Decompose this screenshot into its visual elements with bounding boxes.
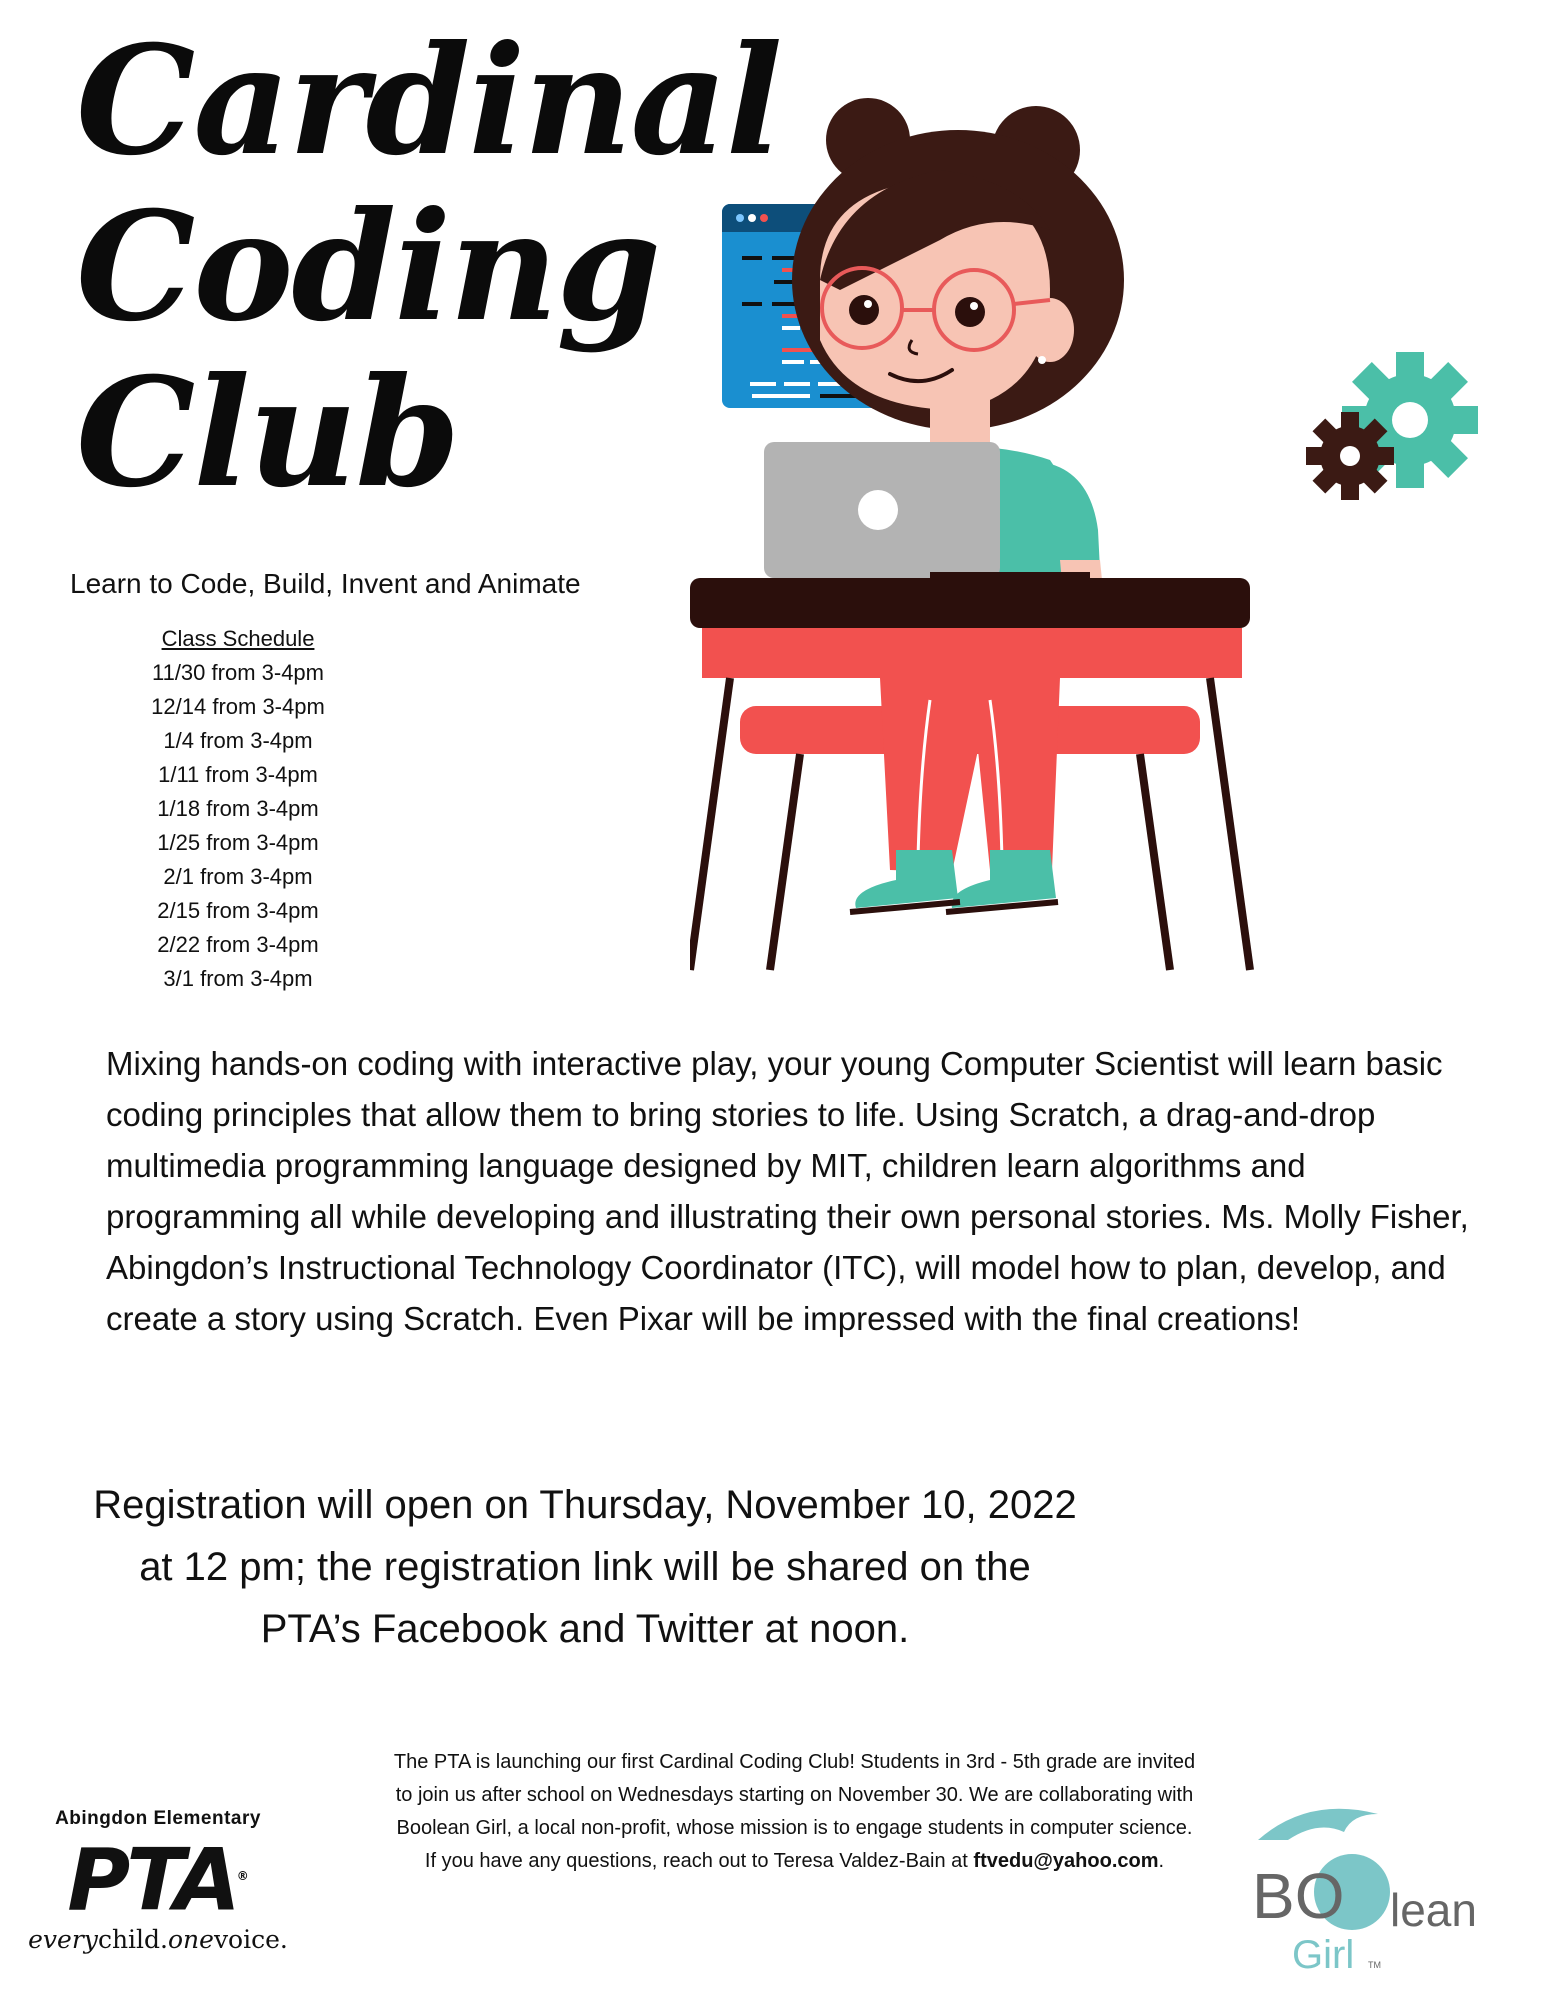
pta-wordmark: PTA bbox=[67, 1830, 237, 1931]
schedule-item: 2/15 from 3-4pm bbox=[157, 898, 319, 923]
poster-title bbox=[76, 13, 781, 521]
title-line-3: Club bbox=[76, 345, 459, 521]
logo-girl: Girl bbox=[1292, 1933, 1355, 1975]
registration-notice: Registration will open on Thursday, November 10, 2022 at 12 pm; the registration link will be shared on the PTA’s Facebook and Twitter at noon. bbox=[93, 1483, 1077, 1651]
schedule-item: 1/4 from 3-4pm bbox=[163, 728, 313, 753]
footer-text bbox=[392, 1746, 1197, 1878]
schedule-item: 1/25 from 3-4pm bbox=[157, 830, 319, 855]
slogan-part: voice. bbox=[213, 1924, 288, 1954]
program-description: Mixing hands-on coding with interactive play, your young Computer Scientist will learn basic coding principles that allow them to bring stories to life. Using Scratch, a drag-and-drop multimedia programming language designed by MIT, children learn algorithms and programming all while developing and illustrating their own personal stories. Ms. Molly Fisher, Abingdon’s Instructional Technology Coordinator (ITC), will model how to plan, develop, and create a story using Scratch. Even Pixar will be impressed with the final creations! bbox=[106, 1045, 1469, 1337]
schedule-item: 12/14 from 3-4pm bbox=[151, 694, 325, 719]
tagline: Learn to Code, Build, Invent and Animate bbox=[70, 568, 581, 599]
contact-email: ftvedu@yahoo.com bbox=[973, 1850, 1159, 1872]
pta-registered-mark: ® bbox=[236, 1869, 249, 1883]
logo-lean: lean bbox=[1390, 1884, 1477, 1936]
boolean-girl-logo-icon bbox=[1248, 1800, 1518, 1975]
schedule-title: Class Schedule bbox=[161, 626, 315, 651]
schedule-item: 1/11 from 3-4pm bbox=[158, 762, 318, 787]
coding-girl-illustration bbox=[690, 90, 1490, 995]
schedule-item: 2/22 from 3-4pm bbox=[157, 932, 319, 957]
slogan-part: child. bbox=[97, 1924, 168, 1954]
boolean-girl-logo bbox=[1248, 1800, 1518, 1975]
schedule-item: 2/1 from 3-4pm bbox=[163, 864, 313, 889]
title-line-1: Cardinal bbox=[76, 13, 781, 189]
pta-mark bbox=[24, 1830, 292, 1931]
schedule-item: 11/30 from 3-4pm bbox=[151, 660, 324, 685]
class-schedule bbox=[122, 622, 354, 996]
slogan-part: one bbox=[167, 1924, 214, 1954]
schedule-item: 3/1 from 3-4pm bbox=[163, 966, 313, 991]
footer-body: The PTA is launching our first Cardinal Coding Club! Students in 3rd - 5th grade are invited to join us after school on Wednesdays starting on November 30. We are collaborating with Boolean Girl, a local non-profit, whose mission is to engage students in computer science. If you have any questions, reach out to Teresa Valdez-Bain at bbox=[393, 1751, 1196, 1872]
schedule-item: 1/18 from 3-4pm bbox=[157, 796, 319, 821]
logo-bo: BO bbox=[1252, 1860, 1345, 1932]
pta-slogan bbox=[24, 1925, 292, 1954]
slogan-part: every bbox=[28, 1924, 98, 1954]
schedule-list bbox=[122, 656, 354, 996]
pta-logo bbox=[24, 1808, 292, 1954]
small-gear-icon bbox=[1306, 412, 1394, 500]
title-line-2: Coding bbox=[76, 179, 660, 355]
footer-end: . bbox=[1158, 1850, 1165, 1872]
logo-tm: TM bbox=[1368, 1960, 1381, 1970]
pta-school-name: Abingdon Elementary bbox=[55, 1808, 261, 1829]
coding-girl-icon bbox=[690, 90, 1490, 990]
